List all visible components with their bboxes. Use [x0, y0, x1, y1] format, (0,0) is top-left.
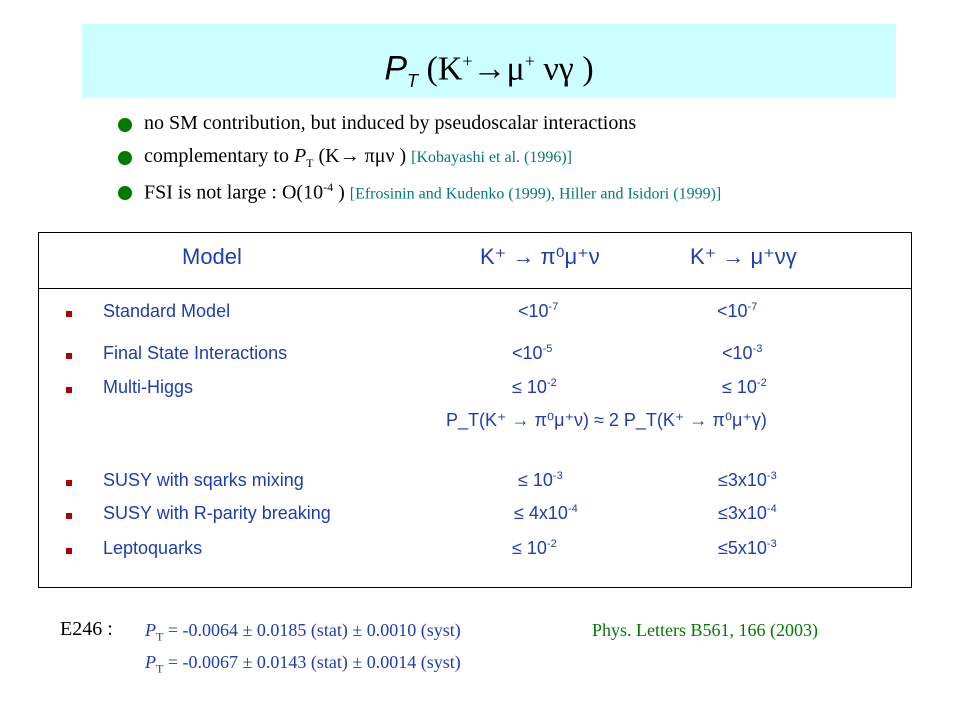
table-divider — [38, 288, 912, 289]
row-value-1: ≤ $10^{-2}$ — [512, 377, 557, 397]
bullet-1: no SM contribution, but induced by pseudoscalar interactions — [144, 112, 637, 134]
row-value-1: $<10^{-5}$ — [512, 343, 553, 363]
row-value-2: $<10^{-7}$ — [717, 301, 758, 321]
row-name: Standard Model — [103, 301, 231, 321]
row-marker — [66, 387, 72, 393]
row-name: Final State Interactions — [103, 343, 288, 363]
header-k-pi-mu-nu: K⁺ → π⁰μ⁺ν — [480, 244, 600, 269]
bullet-dot-3 — [118, 186, 132, 200]
row-name: Leptoquarks — [103, 538, 203, 558]
measurement-2: $P_T = -0.0067 \pm 0.0143$ (stat) ± 0.0014 (syst) — [145, 652, 461, 676]
row-marker — [66, 480, 72, 486]
row-name: SUSY with R-parity breaking — [103, 503, 331, 523]
bullet-2: complementary to $P_T$ (K→ πμν ) [Kobayashi et al. (1996)] — [144, 145, 572, 170]
measurement-1: $P_T = -0.0064 \pm 0.0185$ (stat) ± 0.0010 (syst) — [145, 620, 461, 644]
row-value-2: $\le 3x10^{-3}$ — [718, 470, 777, 490]
row-value-1: $<10^{-7}$ — [518, 301, 559, 321]
row-name: Multi-Higgs — [103, 377, 194, 397]
bullet-3: FSI is not large : $O(10^{-4}$ ) [Efrosinin and Kudenko (1999), Hiller and Isidori (1999)] — [144, 180, 722, 204]
row-value-1: ≤ $10^{-3}$ — [518, 470, 563, 490]
row-value-2: ≤ $10^{-2}$ — [722, 377, 767, 397]
row-marker — [66, 353, 72, 359]
row-marker — [66, 513, 72, 519]
pt-relation: P_T(K⁺ → π⁰μ⁺ν) ≈ 2 P_T(K⁺ → π⁰μ⁺γ) — [446, 410, 767, 430]
row-marker — [66, 311, 72, 317]
row-name: SUSY with sqarks mixing — [103, 470, 304, 490]
journal-reference: Phys. Letters B561, 166 (2003) — [592, 620, 818, 640]
header-k-mu-nu-gamma: K⁺ → μ⁺νγ — [690, 244, 797, 269]
row-value-1: ≤ $10^{-2}$ — [512, 538, 557, 558]
row-marker — [66, 548, 72, 554]
row-value-2: $\le 3x10^{-4}$ — [718, 503, 777, 523]
slide-title: $P_T$ (K+→μ+ νγ ) — [384, 49, 594, 92]
row-value-1: ≤ $4x10^{-4}$ — [514, 503, 578, 523]
bullet-dot-2 — [118, 151, 132, 165]
title-banner — [82, 24, 896, 98]
header-model: Model — [182, 244, 242, 269]
bullet-dot-1 — [118, 118, 132, 132]
experiment-label: E246 : — [60, 618, 113, 640]
row-value-2: $\le 5x10^{-3}$ — [718, 538, 777, 558]
row-value-2: $<10^{-3}$ — [722, 343, 763, 363]
